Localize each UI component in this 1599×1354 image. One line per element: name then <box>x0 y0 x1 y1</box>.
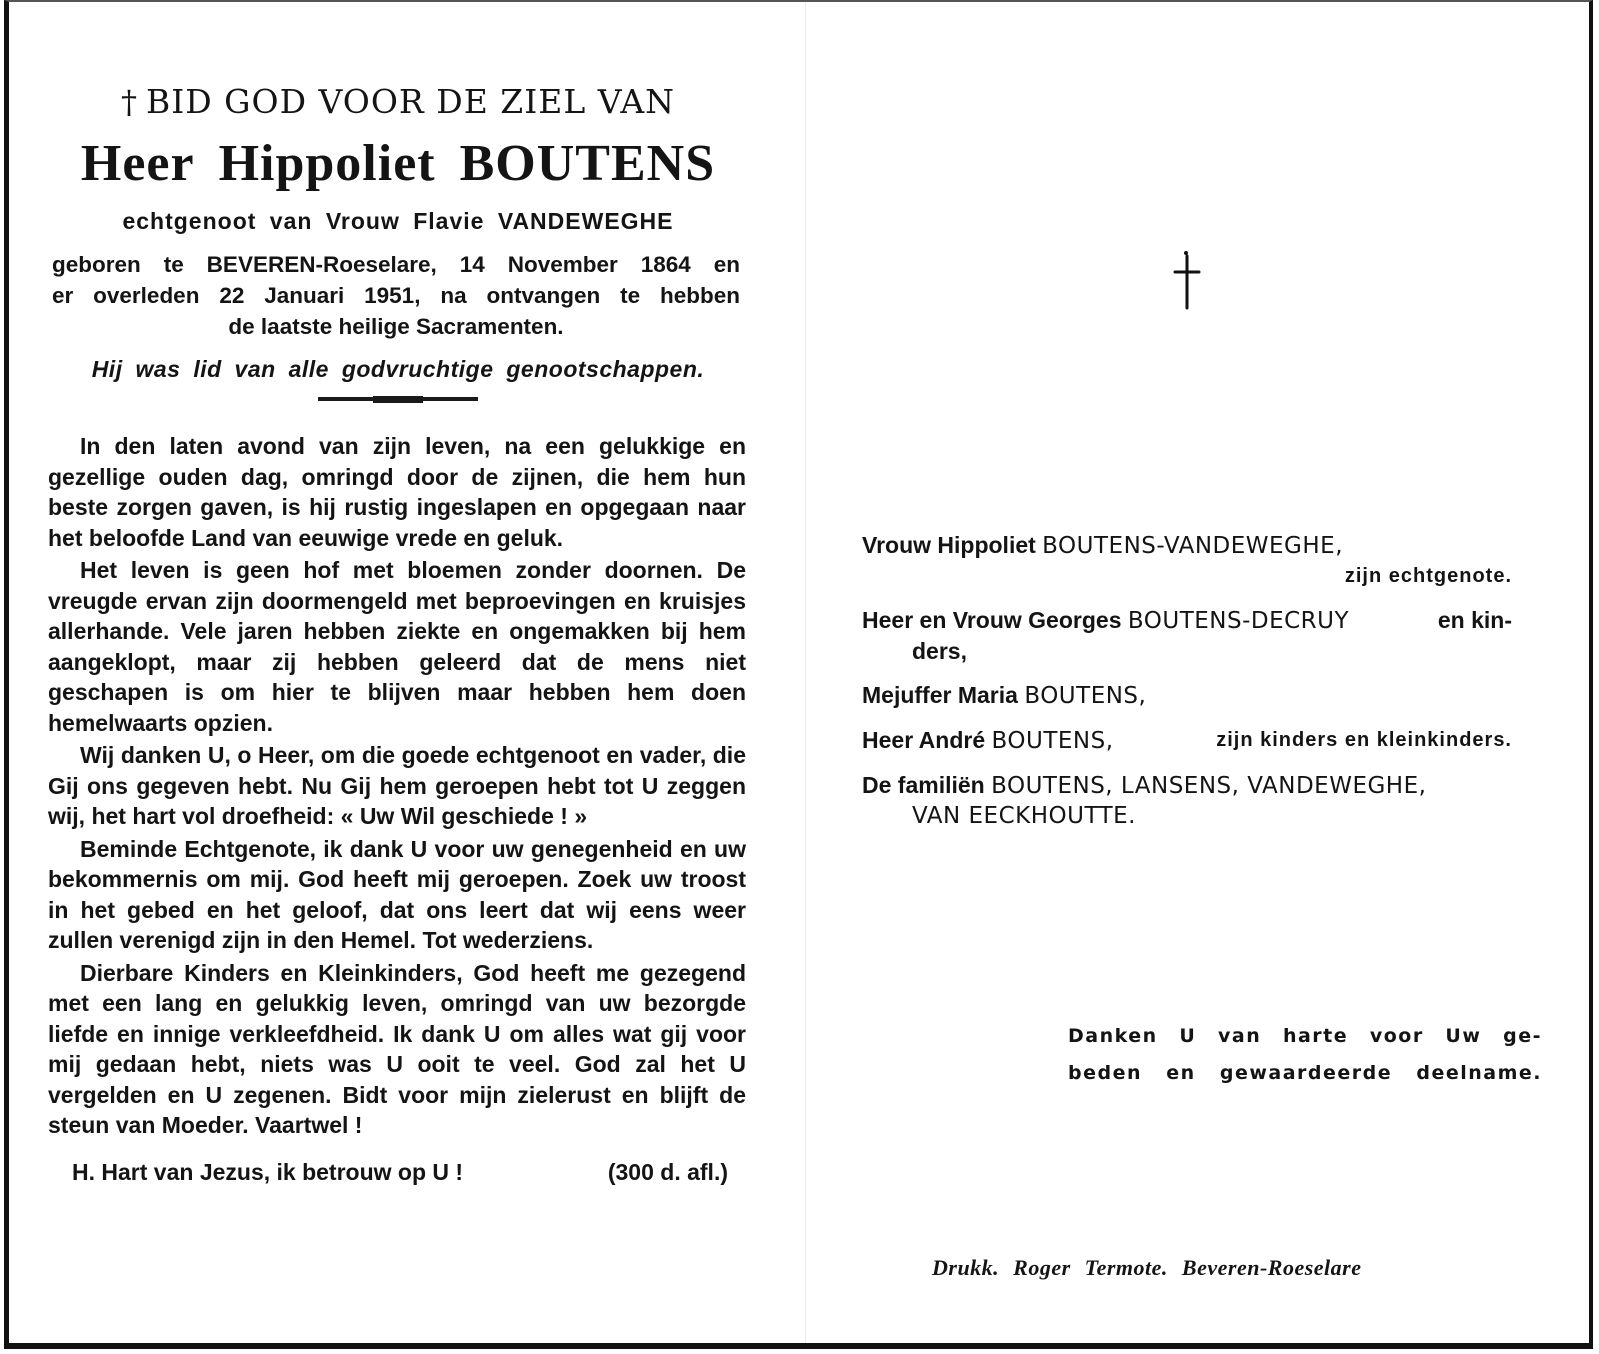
entry-prefix: De familiën <box>862 772 985 798</box>
paragraph: In den laten avond van zijn leven, na een gelukkige en gezellige ouden dag, omringd door de zijnen, die hem hun beste zorgen gaven, is hij rustig ingeslapen en opgegaan naar het beloofde Land van eeuwige vrede en geluk. <box>48 433 746 551</box>
birth-line: geboren te BEVEREN-Roeselare, 14 November 1864 en <box>52 252 740 277</box>
fold-line <box>805 2 806 1343</box>
entry-name: BOUTENS, <box>1024 683 1147 709</box>
indulgence-text: (300 d. afl.) <box>607 1158 728 1185</box>
entry-name: BOUTENS-DECRUY <box>1127 608 1350 634</box>
prayer-text: H. Hart van Jezus, ik betrouw op U ! <box>72 1158 464 1185</box>
membership-line: Hij was lid van alle godvruchtige genootschappen. <box>91 356 705 382</box>
deceased-name <box>48 134 748 200</box>
entry-name: BOUTENS-VANDEWEGHE, <box>1042 533 1344 559</box>
family-entry <box>862 725 1552 756</box>
paragraph: Beminde Echtgenote, ik dank U voor uw genegenheid en uw bekommernis om mij. God heeft mij geroepen. Zoek uw troost in het gebed en het geloof, dat ons leert dat wij eens weer zullen verenigd zijn in den Hemel. Tot wederziens. <box>48 835 746 953</box>
cross-icon <box>1172 250 1202 310</box>
name-title: Heer <box>80 135 195 192</box>
entry-prefix: Mejuffer Maria <box>862 682 1018 708</box>
entry-continuation: ders, <box>912 638 967 664</box>
birth-death-info <box>48 249 748 342</box>
paragraph: Het leven is geen hof met bloemen zonder doornen. De vreugde ervan zijn doormengeld met beproevingen en kruisjes allerhande. Vele jaren hebben ziekte en ongemakken bij hem aangeklopt, maar zij hebben geleerd dat de mens niet geschapen is om hier te blijven maar hebben hem doen hemelwaarts opzien. <box>48 557 746 736</box>
thanks-note <box>1068 1018 1542 1092</box>
printer-credit: Drukk. Roger Termote. Beveren-Roeselare <box>932 1255 1362 1280</box>
family-entry <box>862 530 1552 591</box>
paragraph: Wij danken U, o Heer, om die goede echtgenoot en vader, die Gij ons gegeven hebt. Nu Gij hem geroepen hebt tot U zeggen wij, het hart vol droefheid: « Uw Wil geschiede ! » <box>48 742 746 829</box>
entry-name: BOUTENS, LANSENS, VANDEWEGHE, <box>991 773 1427 799</box>
prayer-header <box>48 82 748 126</box>
entry-prefix: Vrouw Hippoliet <box>862 532 1036 558</box>
left-panel <box>48 70 748 1186</box>
spouse-line: echtgenoot van Vrouw Flavie VANDEWEGHE <box>122 208 674 234</box>
thanks-line: beden en gewaardeerde deelname. <box>1068 1062 1542 1084</box>
family-list <box>862 530 1552 845</box>
entry-continuation: VAN EECKHOUTTE. <box>912 803 1136 829</box>
family-entry <box>862 605 1552 666</box>
paragraph: Dierbare Kinders en Kleinkinders, God heeft me gezegend met een lang en gelukkig leven, omringd van uw bezorgde liefde en innige verkleefdheid. Ik dank U om alles wat gij voor mij gedaan hebt, niets was U ooit te veel. God zal het U vergelden en U zegenen. Bidt voor mijn zielerust en blijft de steun van Moeder. Vaartwel ! <box>48 959 746 1138</box>
ornamental-divider <box>318 397 478 401</box>
body-text <box>48 431 748 1141</box>
entry-role: zijn kinders en kleinkinders. <box>1216 729 1512 751</box>
death-line: er overleden 22 Januari 1951, na ontvangen te hebben <box>52 283 740 308</box>
entry-name: BOUTENS, <box>991 728 1114 754</box>
header-text: BID GOD VOOR DE ZIEL VAN <box>145 82 676 121</box>
thanks-line: Danken U van harte voor Uw ge- <box>1068 1025 1542 1047</box>
name-first: Hippoliet <box>218 135 436 192</box>
entry-prefix: Heer en Vrouw Georges <box>862 607 1122 633</box>
entry-prefix: Heer André <box>862 727 986 753</box>
family-entry <box>862 680 1552 711</box>
entry-role: zijn echtgenote. <box>1344 565 1512 587</box>
closing-prayer <box>48 1159 748 1186</box>
sacraments-line: de laatste heilige Sacramenten. <box>228 314 564 339</box>
entry-suffix: en kin- <box>1437 607 1512 633</box>
name-last: BOUTENS <box>459 135 716 192</box>
cross-icon: † <box>120 83 138 121</box>
family-entry <box>862 770 1552 831</box>
